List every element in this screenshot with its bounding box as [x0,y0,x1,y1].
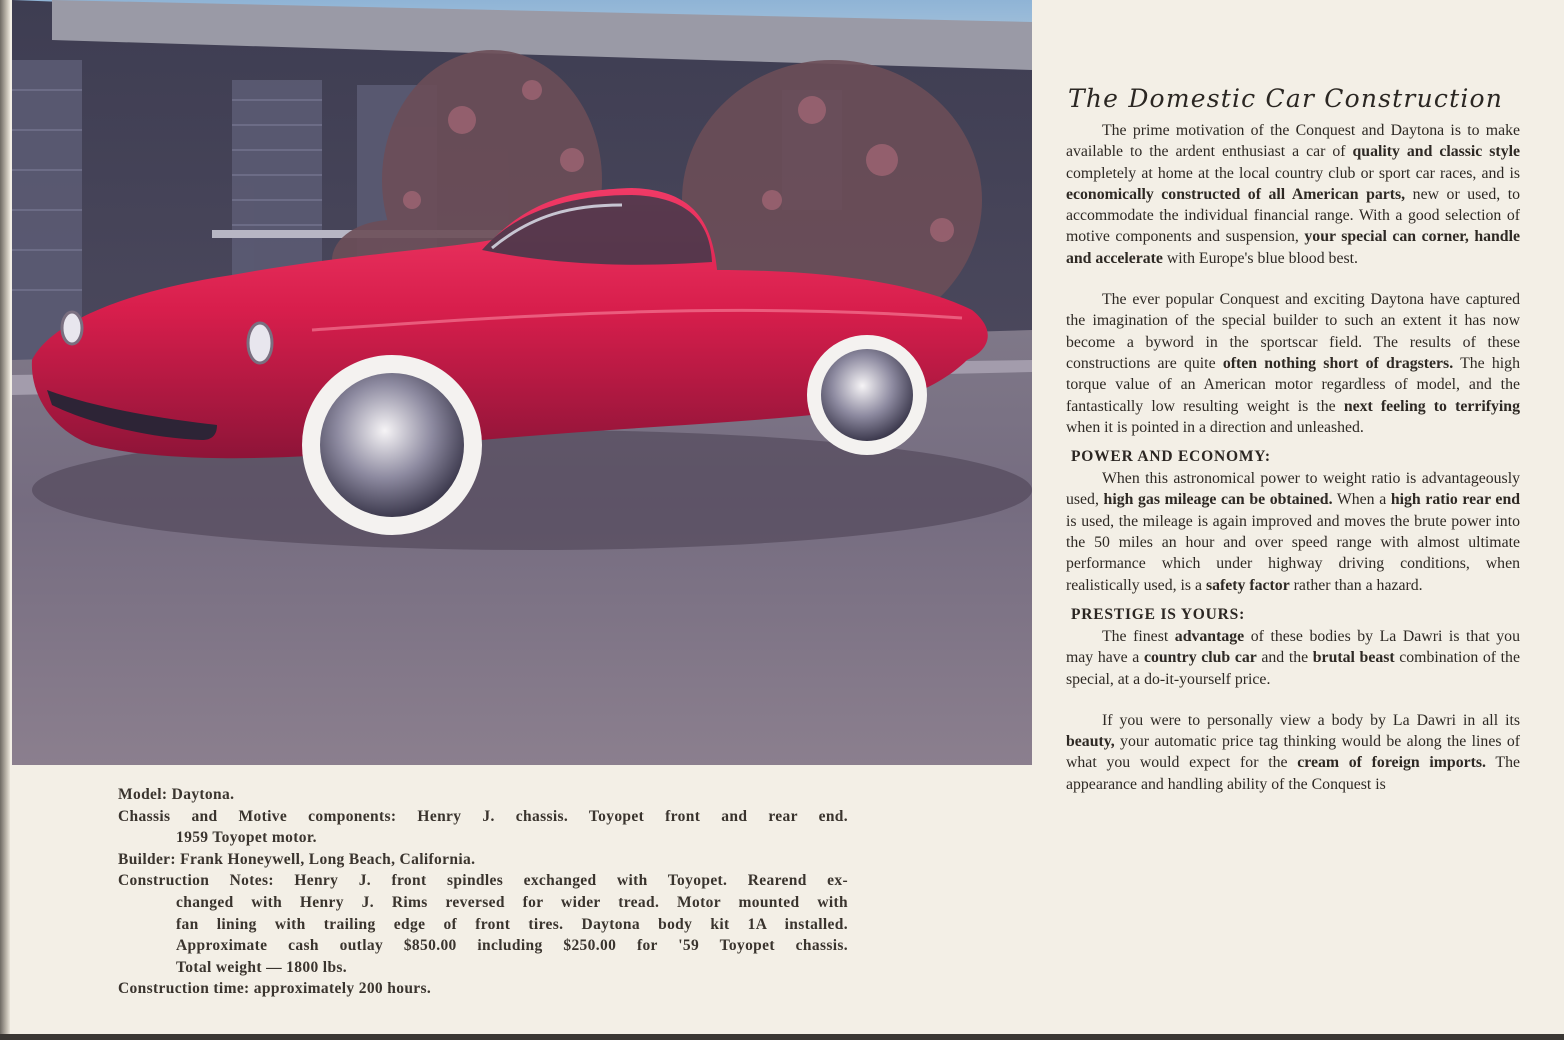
page-bottom-edge [0,1034,1564,1040]
caption-notes-line-3: fan lining with trailing edge of front tires. Daytona body kit 1A installed. [176,915,848,933]
article-column [1066,82,1520,795]
caption-chassis: Chassis and Motive components: Henry J. chassis. Toyopet front and rear end. [118,807,848,825]
article-paragraph-4: The finest advantage of these bodies by La Dawri is that you may have a country club car and the brutal beast combination of the special, at a do-it-yourself price. [1066,627,1520,688]
caption-construction-time: Construction time: approximately 200 hours. [118,980,432,998]
article-paragraph-3: When this astronomical power to weight ratio is advantageously used, high gas mileage can be obtained. When a high ratio rear end is used, the mileage is again improved and moves the brute power into the 50 miles an hour and over speed range with almost ultimate performance which under highway driving conditions, when realistically used, is a safety factor rather than a hazard. [1066,470,1521,594]
car-photo [12,0,1032,765]
heading-power-and-economy: POWER AND ECONOMY: [1071,448,1271,466]
page-binding-edge [0,0,10,1040]
article-paragraph-1: The prime motivation of the Conquest and Daytona is to make available to the ardent enthusiast a car of quality and classic style completely at home at the local country club or sport car races, and is economically constructed of all American parts, new or used, to accommodate the individual financial range. With a good selection of motive components and suspension, your special can corner, handle and accelerate with Europe's blue blood best. [1066,122,1520,267]
caption-notes-line-4: Approximate cash outlay $850.00 including $250.00 for '59 Toyopet chassis. [176,937,848,955]
article-paragraph-2: The ever popular Conquest and exciting Daytona have captured the imagination of the special builder to such an extent it has now become a byword in the sportscar field. The results of these constructions are quite often nothing short of dragsters. The high torque value of an American motor regardless of model, and the fantastically low resulting weight is the next feeling to terrifying when it is pointed in a direction and unleashed. [1066,291,1520,436]
caption-notes-line-5: Total weight — 1800 lbs. [176,958,348,976]
caption-model: Model: Daytona. [118,786,235,803]
car-specifications-caption [118,784,848,1000]
caption-notes-line-1: Construction Notes: Henry J. front spindles exchanged with Toyopet. Rearend ex- [118,872,848,890]
article-paragraph-5: If you were to personally view a body by La Dawri in all its beauty, your automatic price tag thinking would be along the lines of what you would expect for the cream of foreign imports. The appearance and handling ability of the Conquest is [1066,711,1520,793]
article-title: The Domestic Car Construction [1068,84,1504,113]
caption-chassis-motor: 1959 Toyopet motor. [176,829,317,847]
caption-notes-line-2: changed with Henry J. Rims reversed for wider tread. Motor mounted with [176,893,848,911]
caption-builder: Builder: Frank Honeywell, Long Beach, California. [118,850,476,868]
heading-prestige-is-yours: PRESTIGE IS YOURS: [1071,605,1246,623]
